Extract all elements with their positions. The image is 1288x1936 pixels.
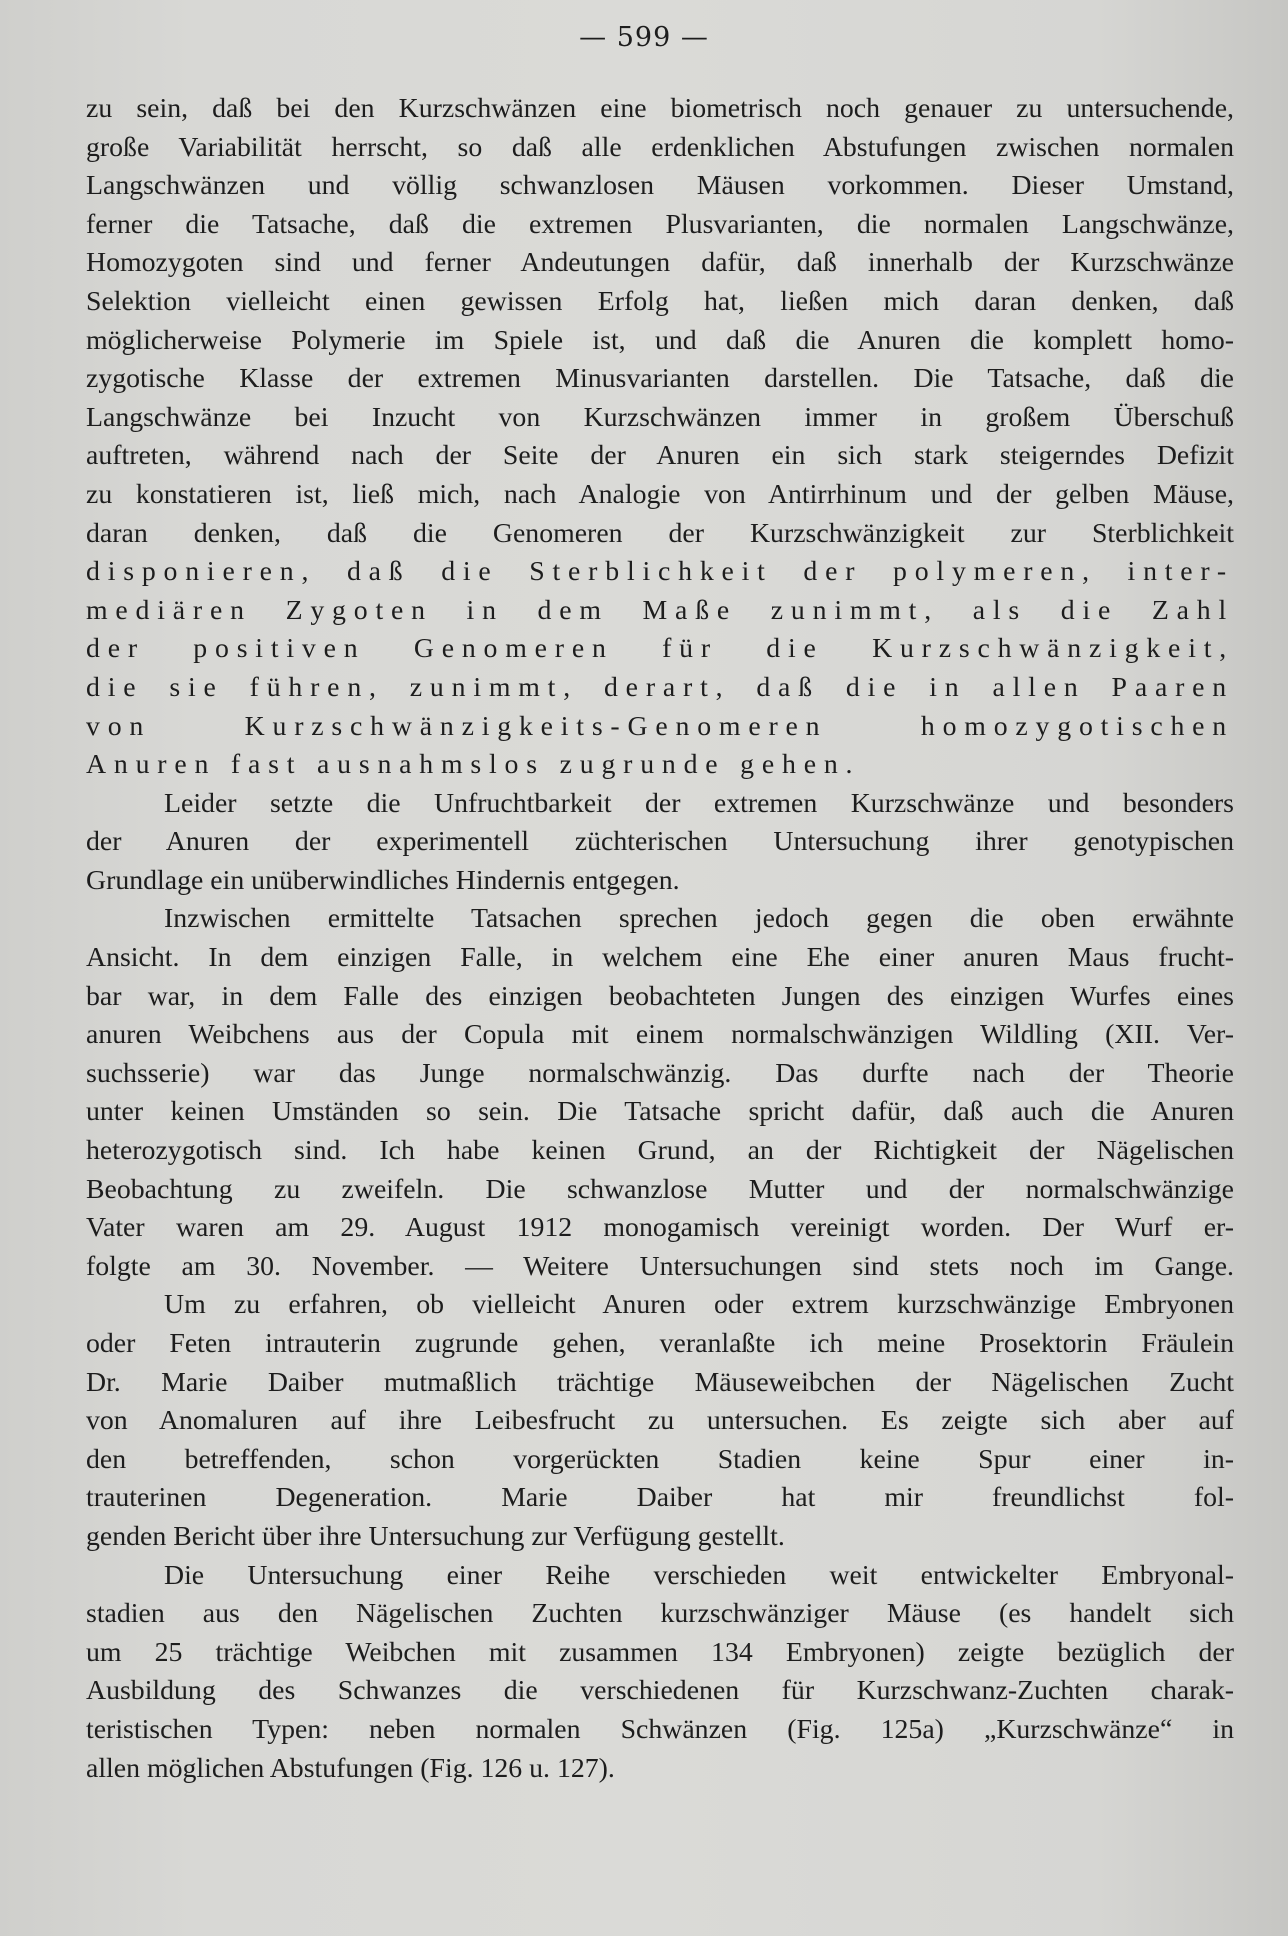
text-line: heterozygotisch sind. Ich habe keinen Grund, an der Richtigkeit der Nägelischen [86, 1135, 1234, 1167]
text-line: anuren Weibchens aus der Copula mit einem normalschwänzigen Wildling (XII. Ver- [86, 1019, 1234, 1051]
text-line: stadien aus den Nägelischen Zuchten kurzschwänziger Mäuse (es handelt sich [86, 1598, 1234, 1630]
text-line: zu sein, daß bei den Kurzschwänzen eine biometrisch noch genauer zu untersuchende, [86, 93, 1234, 124]
text-line: Beobachtung zu zweifeln. Die schwanzlose Mutter und der normalschwänzige [86, 1173, 1234, 1205]
text-line: von Anomaluren auf ihre Leibesfrucht zu untersuchen. Es zeigte sich aber auf [86, 1405, 1234, 1437]
text-line: bar war, in dem Falle des einzigen beobachteten Jungen des einzigen Wurfes eines [86, 980, 1234, 1012]
text-line: suchsserie) war das Junge normalschwänzig. Das durfte nach der Theorie [86, 1057, 1234, 1089]
text-line: Inzwischen ermittelte Tatsachen sprechen jedoch gegen die oben erwähnte [164, 903, 1234, 935]
text-line: der Anuren der experimentell züchterischen Untersuchung ihrer genotypischen [86, 826, 1234, 858]
text-line: oder Feten intrauterin zugrunde gehen, veranlaßte ich meine Prosektorin Fräulein [86, 1328, 1234, 1359]
body-text [86, 90, 1234, 1788]
text-line: Ansicht. In dem einzigen Falle, in welchem eine Ehe einer anuren Maus frucht- [86, 942, 1234, 974]
text-line: möglicherweise Polymerie im Spiele ist, und daß die Anuren die komplett homo- [86, 324, 1234, 356]
text-line: unter keinen Umständen so sein. Die Tatsache spricht dafür, daß auch die Anuren [86, 1096, 1234, 1128]
text-line: Selektion vielleicht einen gewissen Erfolg hat, ließen mich daran denken, daß [86, 285, 1234, 317]
text-line: teristischen Typen: neben normalen Schwänzen (Fig. 125a) „Kurzschwänze“ in [86, 1713, 1234, 1745]
text-line: genden Bericht über ihre Untersuchung zur Verfügung gestellt. [86, 1520, 785, 1552]
text-line-spaced: mediären Zygoten in dem Maße zunimmt, als die Zahl [86, 594, 1234, 626]
text-line: den betreffenden, schon vorgerückten Stadien keine Spur einer in- [86, 1443, 1234, 1475]
text-line: trauterinen Degeneration. Marie Daiber hat mir freundlichst fol- [86, 1482, 1234, 1514]
text-line: Homozygoten sind und ferner Andeutungen dafür, daß innerhalb der Kurzschwänze [86, 247, 1234, 279]
text-line: daran denken, daß die Genomeren der Kurzschwänzigkeit zur Sterblichkeit [86, 517, 1234, 549]
text-line-spaced: der positiven Genomeren für die Kurzschwänzigkeit, [86, 633, 1234, 665]
text-line: Ausbildung des Schwanzes die verschiedenen für Kurzschwanz-Zuchten charak- [86, 1675, 1234, 1707]
text-line: auftreten, während nach der Seite der Anuren ein sich stark steigerndes Defizit [86, 440, 1234, 472]
text-line: Langschwänze bei Inzucht von Kurzschwänzen immer in großem Überschuß [86, 401, 1234, 433]
text-line-spaced: von Kurzschwänzigkeits-Genomeren homozygotischen [86, 710, 1234, 742]
text-line: Um zu erfahren, ob vielleicht Anuren oder extrem kurzschwänzige Embryonen [164, 1289, 1234, 1321]
text-line: folgte am 30. November. — Weitere Untersuchungen sind stets noch im Gange. [86, 1250, 1234, 1282]
page-number: — 599 — [579, 22, 709, 53]
text-line: um 25 trächtige Weibchen mit zusammen 134 Embryonen) zeigte bezüglich der [86, 1636, 1234, 1668]
text-line: ferner die Tatsache, daß die extremen Plusvarianten, die normalen Langschwänze, [86, 208, 1234, 240]
text-line: große Variabilität herrscht, so daß alle erdenklichen Abstufungen zwischen normalen [86, 131, 1234, 163]
text-line: Vater waren am 29. August 1912 monogamisch vereinigt worden. Der Wurf er- [86, 1212, 1234, 1244]
text-line-spaced: die sie führen, zunimmt, derart, daß die in allen Paaren [86, 671, 1234, 703]
text-line: Dr. Marie Daiber mutmaßlich trächtige Mäuseweibchen der Nägelischen Zucht [86, 1366, 1234, 1398]
text-line: Die Untersuchung einer Reihe verschieden weit entwickelter Embryonal- [164, 1559, 1234, 1591]
text-line-spaced: disponieren, daß die Sterblichkeit der polymeren, inter- [86, 556, 1234, 588]
text-line-spaced: Anuren fast ausnahmslos zugrunde gehen. [86, 749, 861, 781]
text-line: Langschwänzen und völlig schwanzlosen Mäusen vorkommen. Dieser Umstand, [86, 170, 1234, 202]
text-line: zu konstatieren ist, ließ mich, nach Analogie von Antirrhinum und der gelben Mäuse, [86, 478, 1234, 510]
text-line: Grundlage ein unüberwindliches Hindernis entgegen. [86, 864, 680, 896]
text-line: zygotische Klasse der extremen Minusvarianten darstellen. Die Tatsache, daß die [86, 363, 1234, 395]
text-line: Leider setzte die Unfruchtbarkeit der extremen Kurzschwänze und besonders [164, 787, 1234, 819]
text-line: allen möglichen Abstufungen (Fig. 126 u. 127). [86, 1752, 615, 1784]
